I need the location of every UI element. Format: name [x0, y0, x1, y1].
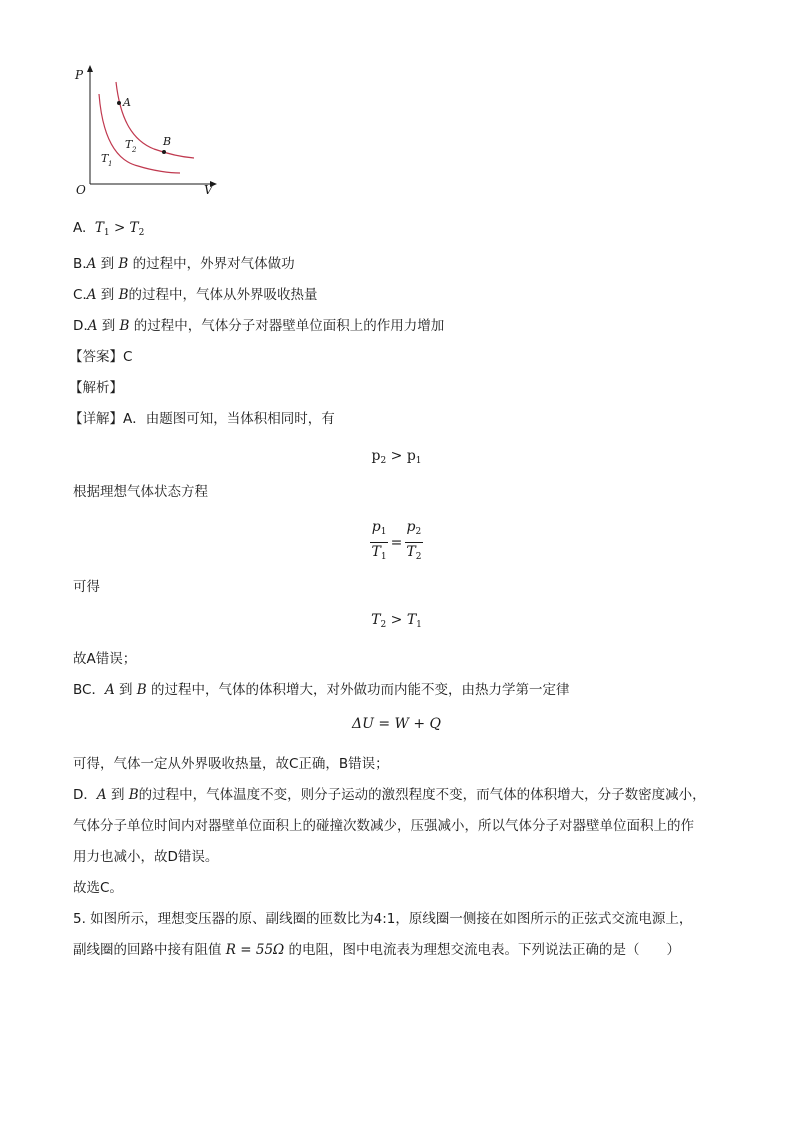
axis-v-label: V — [204, 183, 213, 197]
d-analysis-line3: 用力也减小，故D错误。 — [73, 849, 219, 865]
formula-first-law: ΔU = W + Q — [351, 716, 442, 732]
d-analysis-line1: D．A 到 B的过程中，气体温度不变，则分子运动的激烈程度不变，而气体的体积增大，分子数密度减小， — [73, 787, 706, 803]
t1-label: T — [101, 152, 109, 165]
point-b-dot — [162, 150, 166, 154]
get-text: 可得 — [73, 579, 100, 595]
bc-line: BC．A 到 B 的过程中，气体的体积增大，对外做功而内能不变，由热力学第一定律 — [73, 682, 570, 698]
detail-line: 【详解】A．由题图可知，当体积相同时，有 — [69, 411, 335, 427]
formula-pressure: $p_2 > p_1$ — [371, 448, 422, 466]
pv-diagram — [68, 62, 228, 202]
point-a-label: A — [123, 96, 131, 109]
analysis-label: 【解析】 — [69, 380, 123, 396]
option-b: B.A 到 B 的过程中，外界对气体做功 — [73, 256, 295, 272]
formula-state-equation: $\frac{p_1}{T_1}$ = $\frac{p_2}{T_2}$ — [371, 519, 422, 562]
t2-label: T — [125, 138, 133, 151]
resistance-value: R = 55Ω — [225, 942, 285, 958]
t2-sub: 2 — [132, 146, 137, 154]
option-c: C.A 到 B的过程中，气体从外界吸收热量 — [73, 287, 318, 303]
a-wrong-text: 故A错误； — [73, 651, 137, 667]
choose-text: 故选C。 — [73, 880, 123, 896]
answer-label: 【答案】 — [69, 349, 123, 365]
d-analysis-line2: 气体分子单位时间内对器壁单位面积上的碰撞次数减少，压强减小，所以气体分子对器壁单位面积上的作 — [73, 818, 694, 834]
point-b-label: B — [163, 135, 172, 148]
formula-temperature: $T_2 > T_1$ — [371, 612, 422, 630]
answer-value: C — [123, 349, 133, 365]
point-a-dot — [117, 101, 121, 105]
axis-p-label: P — [75, 68, 84, 82]
question5-line2: 副线圈的回路中接有阻值 R = 55Ω 的电阻，图中电流表为理想交流电表。下列说法正确的是（ ） — [73, 942, 681, 958]
answer-line — [69, 348, 132, 366]
origin-label: O — [76, 183, 86, 197]
question5-line1: 5. 如图所示，理想变压器的原、副线圈的匝数比为4:1，原线圈一侧接在如图所示的正弦式交流电源上， — [73, 911, 693, 927]
state-equation-text: 根据理想气体状态方程 — [73, 484, 208, 500]
t1-sub: 1 — [108, 160, 113, 168]
option-a: A. $T_1 > T_2$ — [73, 220, 145, 238]
bc-conclusion: 可得，气体一定从外界吸收热量，故C正确，B错误； — [73, 756, 389, 772]
option-d: D.A 到 B 的过程中，气体分子对器壁单位面积上的作用力增加 — [73, 318, 445, 334]
